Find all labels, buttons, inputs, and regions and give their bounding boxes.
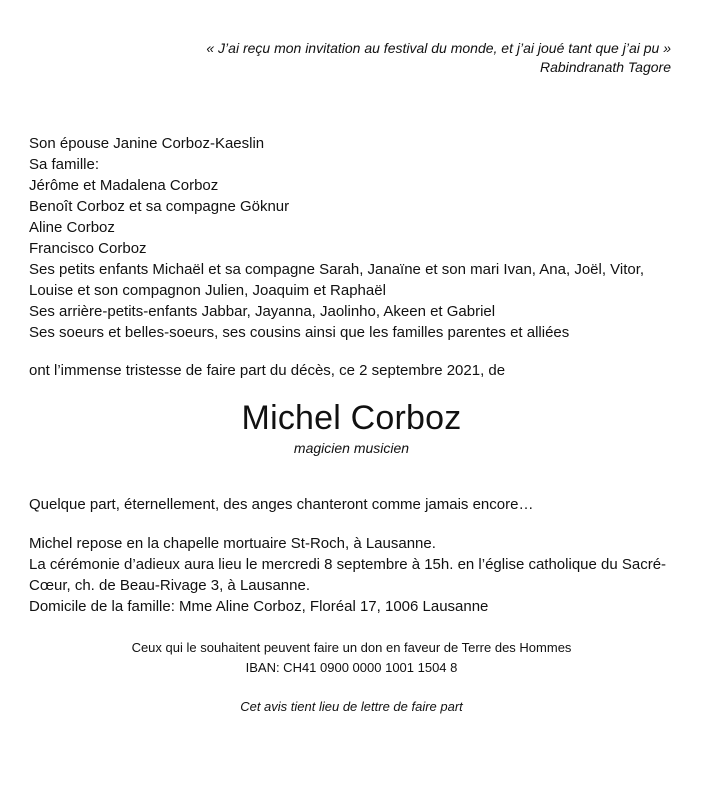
tribute-line: Quelque part, éternellement, des anges chanteront comme jamais encore… <box>29 496 534 513</box>
announcement: ont l’immense tristesse de faire part du décès, ce 2 septembre 2021, de <box>29 362 506 379</box>
family-line: Francisco Corboz <box>29 240 147 257</box>
donation-info <box>0 638 703 678</box>
family-line: Ses soeurs et belles-soeurs, ses cousins ainsi que les familles parentes et alliées <box>29 324 570 341</box>
donation-iban: IBAN: CH41 0900 0000 1001 1504 8 <box>245 660 458 675</box>
detail-line: Michel repose en la chapelle mortuaire St-Roch, à Lausanne. <box>29 535 436 552</box>
donation-text: Ceux qui le souhaitent peuvent faire un don en faveur de Terre des Hommes <box>131 640 572 655</box>
family-line: Benoît Corboz et sa compagne Göknur <box>29 198 290 215</box>
family-line: Ses petits enfants Michaël et sa compagne Sarah, Janaïne et son mari Ivan, Ana, Joël, Vitor, Louise et son compagnon Julien, Joaquim et Raphaël <box>29 261 645 299</box>
family-line: Aline Corboz <box>29 219 115 236</box>
epigraph-quote: « J’ai reçu mon invitation au festival du monde, et j’ai joué tant que j’ai pu » <box>206 40 671 56</box>
detail-line: La cérémonie d’adieux aura lieu le mercredi 8 septembre à 15h. en l’église catholique du Sacré-Cœur, ch. de Beau-Rivage 3, à Lausanne. <box>29 556 667 594</box>
epigraph <box>71 39 671 77</box>
footer-note: Cet avis tient lieu de lettre de faire part <box>240 699 463 714</box>
family-list <box>29 133 679 343</box>
epigraph-author: Rabindranath Tagore <box>539 59 671 75</box>
detail-line: Domicile de la famille: Mme Aline Corboz, Floréal 17, 1006 Lausanne <box>29 598 489 615</box>
deceased-name: Michel Corboz <box>241 399 462 437</box>
ceremony-details <box>29 533 669 617</box>
family-line: Sa famille: <box>29 156 100 173</box>
family-line: Son épouse Janine Corboz-Kaeslin <box>29 135 265 152</box>
family-line: Jérôme et Madalena Corboz <box>29 177 219 194</box>
deceased-description: magicien musicien <box>293 440 410 456</box>
family-line: Ses arrière-petits-enfants Jabbar, Jayanna, Jaolinho, Akeen et Gabriel <box>29 303 496 320</box>
